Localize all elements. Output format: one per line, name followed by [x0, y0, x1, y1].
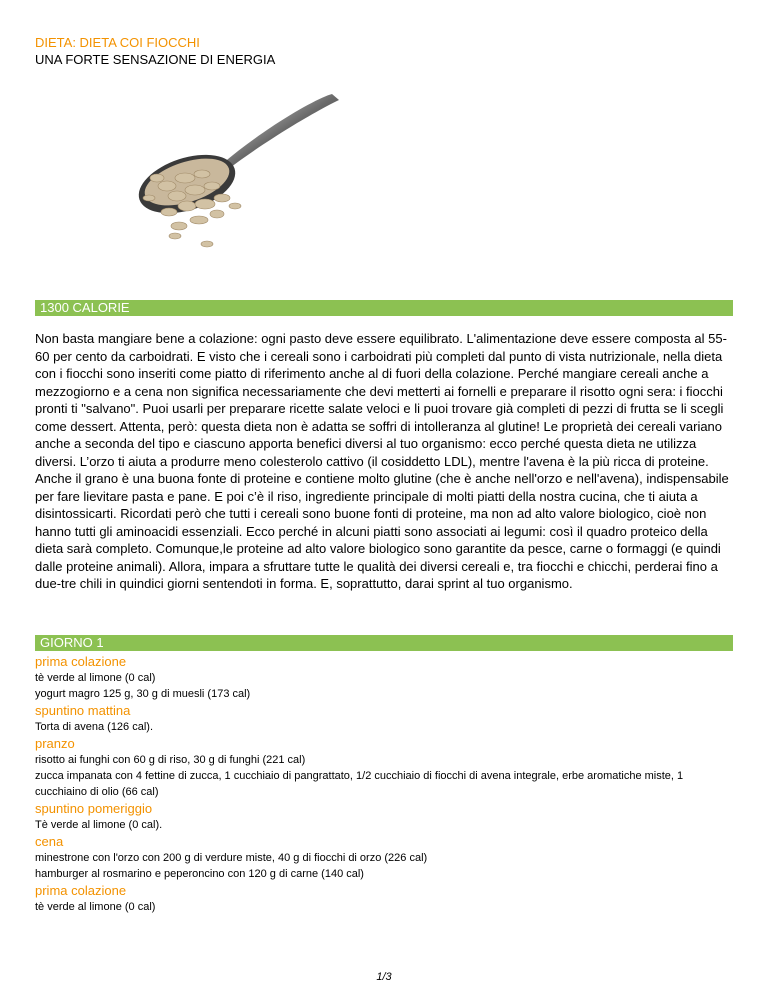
meal-block [35, 735, 733, 800]
meal-item: hamburger al rosmarino e peperoncino con 120 g di carne (140 cal) [35, 868, 364, 880]
meal-item: tè verde al limone (0 cal) [35, 901, 156, 913]
section-day1-bar: GIORNO 1 [35, 635, 733, 651]
meal-block [35, 833, 733, 882]
meal-item: minestrone con l'orzo con 200 g di verdure miste, 40 g di fiocchi di orzo (226 cal) [35, 852, 428, 864]
section-calories-bar: 1300 CALORIE [35, 300, 733, 316]
meal-block [35, 653, 733, 702]
meal-item: Torta di avena (126 cal). [35, 721, 154, 733]
page-number: 1/3 [376, 971, 392, 983]
meal-heading: pranzo [35, 736, 75, 751]
meal-block [35, 702, 733, 735]
meal-heading: prima colazione [35, 654, 127, 669]
intro-paragraph: Non basta mangiare bene a colazione: ogni pasto deve essere equilibrato. L'alimentazione deve essere composta al 55-60 per cento da carboidrati. E visto che i cereali sono i carboidrati più completi dal punto di vista nutrizionale, nella dieta con i fiocchi sono inseriti come piatto di riferimento anche al di fuori della colazione. Perché mangiare cereali anche a mezzogiorno e a cena non significa necessariamente che devi metterti ai fornelli e preparare il risotto ogni sera: i fiocchi pronti ti "salvano". Puoi usarli per preparare ricette salate veloci e li puoi trovare già completi di pezzi di frutta se li scegli come dessert. Attenta, però: questa dieta non è adatta se soffri di intolleranza al glutine! Le proprietà dei cereali variano anche a seconda del tipo e ciascuno apporta benefici diversi al tuo organismo: ecco perché questa dieta ne utilizza diversi. L’orzo ti aiuta a produrre meno colesterolo cattivo (il cosiddetto LDL), mentre l'avena è la più ricca di proteine. Anche il grano è una buona fonte di proteine e contiene molto glutine (che è anche nell'orzo e nell'avena), indispensabile per fare lievitare pasta e pane. E poi c’è il riso, ingrediente principale di molti piatti della nostra cucina, che ti aiuta a disintossicarti. Ricordati però che tutti i cereali sono buone fonti di proteine, ma non ad alto valore biologico, cioè non hanno tutti gli aminoacidi essenziali. Ecco perché in alcuni piatti sono associati ai legumi: così il quadro proteico della dieta sarà completo. Comunque,le proteine ad alto valore biologico sono garantite da pesce, carne o formaggi (e quindi dalle proteine animali). Allora, impara a sfruttare tutte le qualità dei diversi cereali e, tra fiocchi e chicchi, perderai fino a due-tre chili in quindici giorni sentendoti in forma. E, soprattutto, darai sprint al tuo organismo. [35, 331, 729, 591]
meal-block [35, 882, 733, 915]
meal-block [35, 800, 733, 833]
meal-item: Tè verde al limone (0 cal). [35, 819, 163, 831]
meal-item: yogurt magro 125 g, 30 g di muesli (173 cal) [35, 688, 251, 700]
meal-item: tè verde al limone (0 cal) [35, 672, 156, 684]
spoon-oat-flakes-image [127, 86, 347, 256]
meal-heading: spuntino mattina [35, 703, 131, 718]
meal-item: zucca impanata con 4 fettine di zucca, 1 cucchiaio di pangrattato, 1/2 cucchiaio di fiocchi di avena integrale, erbe aromatiche miste, 1 cucchiaino di olio (66 cal) [35, 770, 684, 798]
meal-heading: spuntino pomeriggio [35, 801, 153, 816]
meal-heading: prima colazione [35, 883, 127, 898]
category-title: DIETA: DIETA COI FIOCCHI [35, 35, 200, 50]
article-subtitle: UNA FORTE SENSAZIONE DI ENERGIA [35, 52, 276, 67]
meal-item: risotto ai funghi con 60 g di riso, 30 g di funghi (221 cal) [35, 754, 306, 766]
meal-heading: cena [35, 834, 64, 849]
day1-meal-list [35, 653, 733, 915]
